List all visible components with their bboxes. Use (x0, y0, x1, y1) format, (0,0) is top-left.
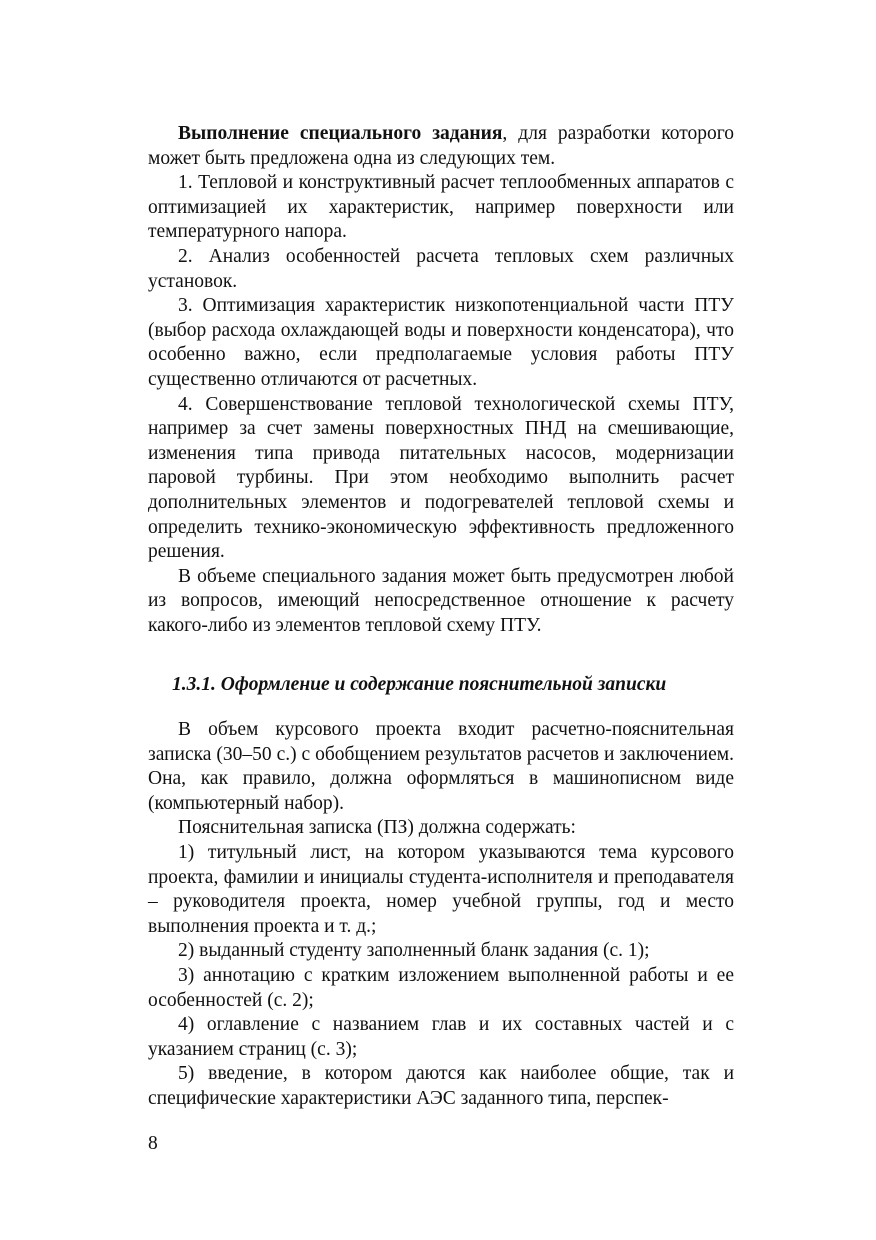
section-heading: 1.3.1. Оформление и содержание пояснительной записки (172, 674, 667, 696)
page-content (148, 122, 734, 1112)
topic-item: 3. Оптимизация характеристик низкопотенциальной части ПТУ (выбор расхода охлаждающей воды и поверхности конденсатора), что особенно важно, если предполагаемые условия работы ПТУ существенно отличаются от расчетных. (148, 295, 734, 390)
topic-item: 1. Тепловой и конструктивный расчет теплообменных аппаратов с оптимизацией их характеристик, например поверхности или температурного напора. (148, 172, 734, 243)
list-item: 4) оглавление с названием глав и их составных частей и с указанием страниц (с. 3); (148, 1014, 734, 1060)
list-item: 5) введение, в котором даются как наиболее общие, так и специфические характеристики АЭС заданного типа, перспек- (148, 1063, 734, 1109)
list-item: 1) титульный лист, на котором указываются тема курсового проекта, фамилии и инициалы студента-исполнителя и преподавателя – руководителя проекта, номер учебной группы, год и место выполнения проекта и т. д.; (148, 842, 734, 937)
topic-item: 2. Анализ особенностей расчета тепловых схем различных установок. (148, 245, 734, 292)
topic-item: 4. Совершенствование тепловой технологической схемы ПТУ, например за счет замены поверхностных ПНД на смешивающие, изменения типа привода питательных насосов, модернизации паровой турбины. При этом необходимо выполнить расчет дополнительных элементов и подогревателей тепловой схемы и определить технико-экономическую эффективность предложенного решения. (148, 393, 734, 563)
section-intro-paragraph (148, 122, 734, 171)
body-paragraph: В объем курсового проекта входит расчетно-пояснительная записка (30–50 с.) с обобщением результатов расчетов и заключением. Она, как правило, должна оформляться в машинописном виде (компьютерный набор). (148, 719, 734, 814)
page-number: 8 (148, 1133, 158, 1154)
section-intro-text: , для разработки которого может быть предложена одна из следующих тем. (148, 123, 735, 169)
body-paragraph: Пояснительная записка (ПЗ) должна содержать: (178, 817, 576, 839)
list-item: 2) выданный студенту заполненный бланк задания (с. 1); (178, 940, 650, 962)
list-item: 3) аннотацию с кратким изложением выполненной работы и ее особенностей (с. 2); (148, 965, 734, 1011)
topic-note: В объеме специального задания может быть предусмотрен любой из вопросов, имеющий непосредственное отношение к расчету какого-либо из элементов тепловой схему ПТУ. (148, 565, 734, 636)
section-intro-bold: Выполнение специального задания (178, 123, 503, 144)
